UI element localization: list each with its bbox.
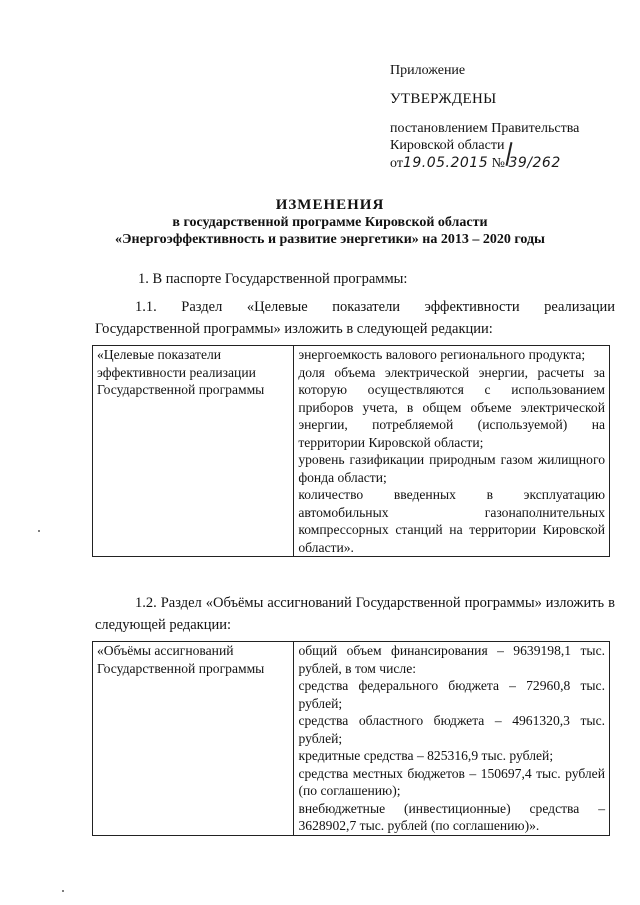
list-item: уровень газификации природным газом жилищного фонда области;	[298, 452, 605, 485]
list-item: средства областного бюджета – 4961320,3 тыс. рублей;	[298, 713, 605, 746]
number-sign: №	[491, 156, 505, 171]
list-item: доля объема электрической энергии, расчеты за которую осуществляются с использованием приборов учета, в общем объеме электрической энергии, потребляемой (используемой) на территории Кировской области;	[298, 364, 605, 450]
appendix-label: Приложение	[390, 63, 466, 78]
approved-heading: УТВЕРЖДЕНЫ	[390, 91, 497, 107]
list-item: средства местных бюджетов – 150697,4 тыс. рублей (по соглашению);	[298, 765, 605, 798]
scan-speck	[62, 890, 64, 892]
approval-block	[390, 62, 630, 172]
title-main: ИЗМЕНЕНИЯ	[275, 197, 385, 213]
table-cell-content	[294, 346, 610, 557]
targets-table	[92, 345, 610, 557]
table-cell-label: «Объёмы ассигнований Государственной программы	[93, 642, 294, 836]
title-line-3: «Энергоэффективность и развитие энергетики» на 2013 – 2020 годы	[115, 232, 545, 247]
table-cell-content	[294, 642, 610, 836]
paragraph-1: 1. В паспорте Государственной программы:	[138, 271, 408, 287]
table-row	[93, 346, 610, 557]
table-cell-label: «Целевые показатели эффективности реализации Государственной программы	[93, 346, 294, 557]
decree-line-2: Кировской области	[390, 138, 505, 153]
list-item: кредитные средства – 825316,9 тыс. рублей;	[298, 748, 554, 763]
funding-table	[92, 641, 610, 836]
list-item: энергоемкость валового регионального продукта;	[298, 347, 586, 362]
list-item: общий объем финансирования – 9639198,1 тыс. рублей, в том числе:	[298, 643, 605, 676]
from-prefix: от	[390, 156, 403, 171]
decree-line-1: постановлением Правительства	[390, 121, 580, 136]
title-line-2: в государственной программе Кировской области	[172, 215, 488, 230]
paragraph-1-1: 1.1. Раздел «Целевые показатели эффективности реализации Государственной программы» изложить в следующей редакции:	[95, 299, 615, 337]
paragraph-1-2: 1.2. Раздел «Объёмы ассигнований Государственной программы» изложить в следующей редакции:	[95, 595, 615, 633]
list-item: внебюджетные (инвестиционные) средства – 3628902,7 тыс. рублей (по соглашению)».	[298, 800, 605, 833]
handwritten-number: 39/262	[508, 155, 561, 171]
scan-speck	[38, 530, 40, 532]
handwritten-date: 19.05.2015	[402, 155, 489, 171]
list-item: средства федерального бюджета – 72960,8 тыс. рублей;	[298, 678, 605, 711]
table-row	[93, 642, 610, 836]
list-item: количество введенных в эксплуатацию автомобильных газонаполнительных компрессорных станций на территории Кировской области».	[298, 487, 605, 555]
document-title	[50, 196, 610, 248]
decree-date-number	[390, 155, 630, 172]
